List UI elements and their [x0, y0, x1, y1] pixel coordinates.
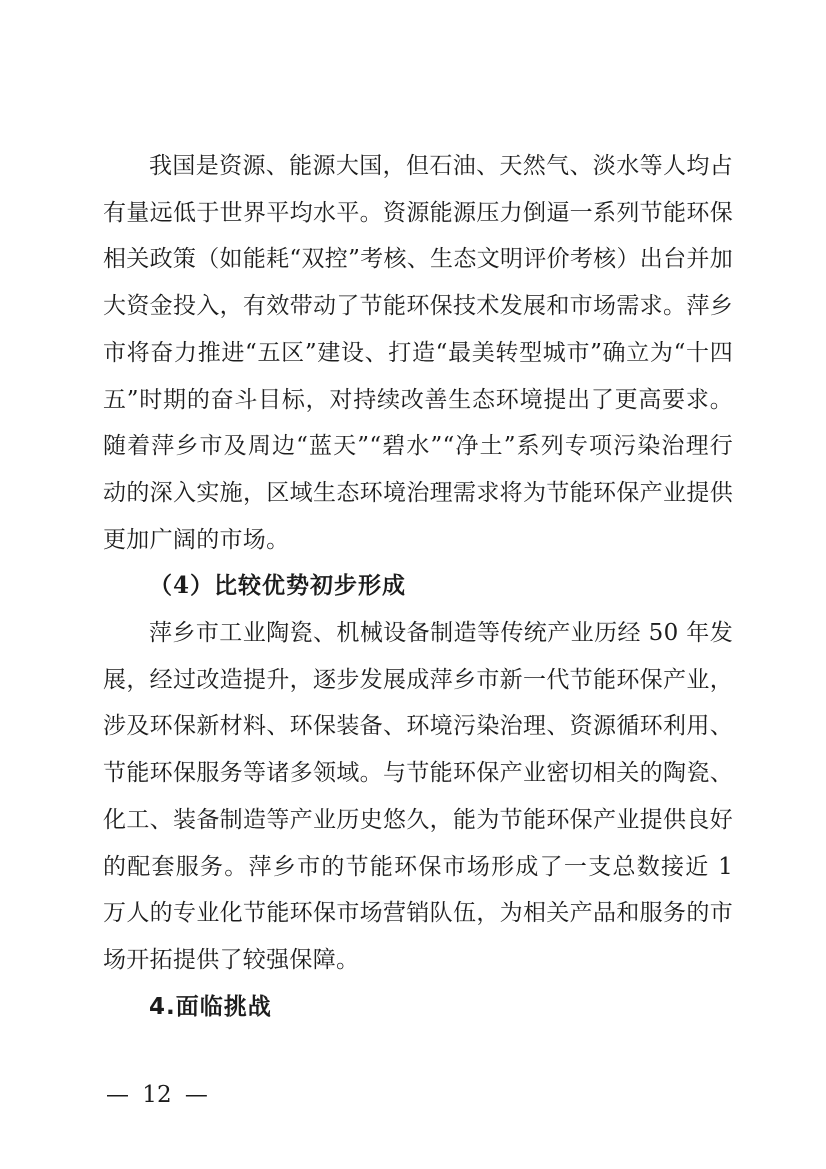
- paragraph-resource-pressure-market-demand: 我国是资源、能源大国，但石油、天然气、淡水等人均占有量远低于世界平均水平。资源能源压力倒逼一系列节能环保相关政策（如能耗“双控”考核、生态文明评价考核）出台并加大资金投入，有效带动了节能环保技术发展和市场需求。萍乡市将奋力推进“五区”建设、打造“最美转型城市”确立为“十四五”时期的奋斗目标，对持续改善生态环境提出了更高要求。随着萍乡市及周边“蓝天”“碧水”“净土”系列专项污染治理行动的深入实施，区域生态环境治理需求将为节能环保产业提供更加广阔的市场。: [103, 153, 733, 553]
- page-footer: [106, 1080, 208, 1110]
- page-body: [103, 143, 733, 1030]
- heading-challenges: 4.面临挑战: [149, 993, 272, 1020]
- paragraph-industry-foundation: 萍乡市工业陶瓷、机械设备制造等传统产业历经 50 年发展，经过改造提升，逐步发展成萍乡市新一代节能环保产业，涉及环保新材料、环保装备、环境污染治理、资源循环利用、节能环保服务等诸多领域。与节能环保产业密切相关的陶瓷、化工、装备制造等产业历史悠久，能为节能环保产业提供良好的配套服务。萍乡市的节能环保市场形成了一支总数接近 1 万人的专业化节能环保市场营销队伍，为相关产品和服务的市场开拓提供了较强保障。: [103, 620, 733, 973]
- heading-comparative-advantage: （4）比较优势初步形成: [149, 572, 407, 600]
- page-number: — 12 —: [106, 1082, 208, 1108]
